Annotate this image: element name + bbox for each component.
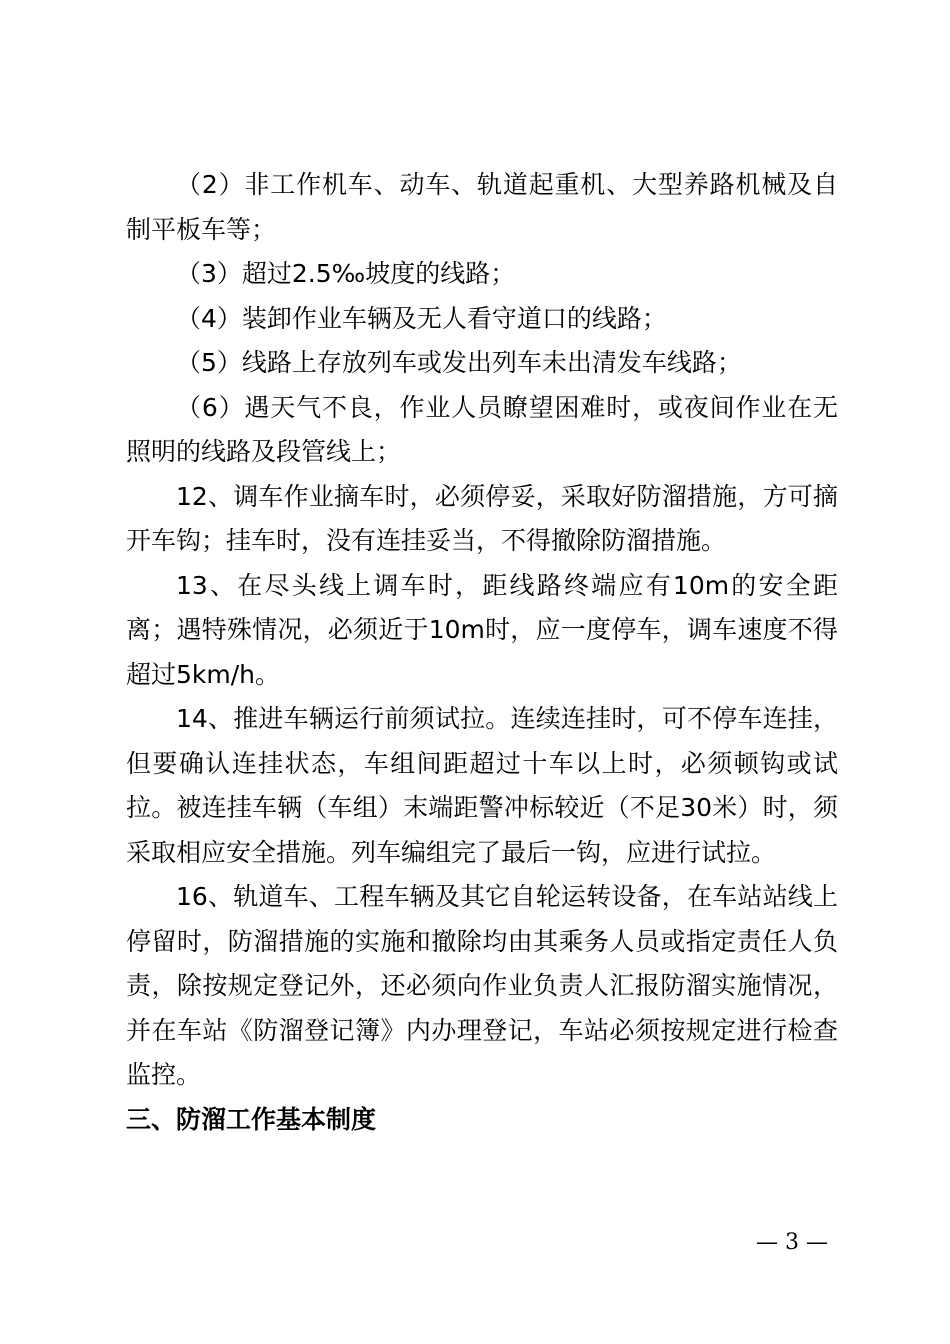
paragraph-item-5: （5）线路上存放列车或发出列车未出清发车线路； [176, 348, 742, 377]
paragraph-item-2: （2）非工作机车、动车、轨道起重机、大型养路机械及自制平板车等； [126, 170, 838, 244]
section-heading: 三、防溜工作基本制度 [126, 1104, 377, 1134]
page-number: — 3 — [756, 1230, 828, 1255]
paragraph-item-3: （3）超过2.5‰坡度的线路； [176, 259, 516, 288]
document-body [126, 163, 838, 1142]
paragraph-rule-12: 12、调车作业摘车时，必须停妥，采取好防溜措施，方可摘开车钩；挂车时，没有连挂妥当，不得撤除防溜措施。 [126, 481, 838, 555]
paragraph-rule-14: 14、推进车辆运行前须试拉。连续连挂时，可不停车连挂，但要确认连挂状态，车组间距超过十车以上时，必须顿钩或试拉。被连挂车辆（车组）末端距警冲标较近（不足30米）时，须采取相应安全措施。列车编组完了最后一钩，应进行试拉。 [126, 704, 838, 867]
paragraph-rule-16: 16、轨道车、工程车辆及其它自轮运转设备，在车站站线上停留时，防溜措施的实施和撤除均由其乘务人员或指定责任人负责，除按规定登记外，还必须向作业负责人汇报防溜实施情况，并在车站《防溜登记簿》内办理登记，车站必须按规定进行检查监控。 [126, 882, 838, 1089]
paragraph-rule-13: 13、在尽头线上调车时，距线路终端应有10m的安全距离；遇特殊情况，必须近于10m时，应一度停车，调车速度不得超过5km/h。 [126, 570, 838, 689]
paragraph-item-6: （6）遇天气不良，作业人员瞭望困难时，或夜间作业在无照明的线路及段管线上； [126, 392, 838, 466]
paragraph-item-4: （4）装卸作业车辆及无人看守道口的线路； [176, 303, 667, 333]
